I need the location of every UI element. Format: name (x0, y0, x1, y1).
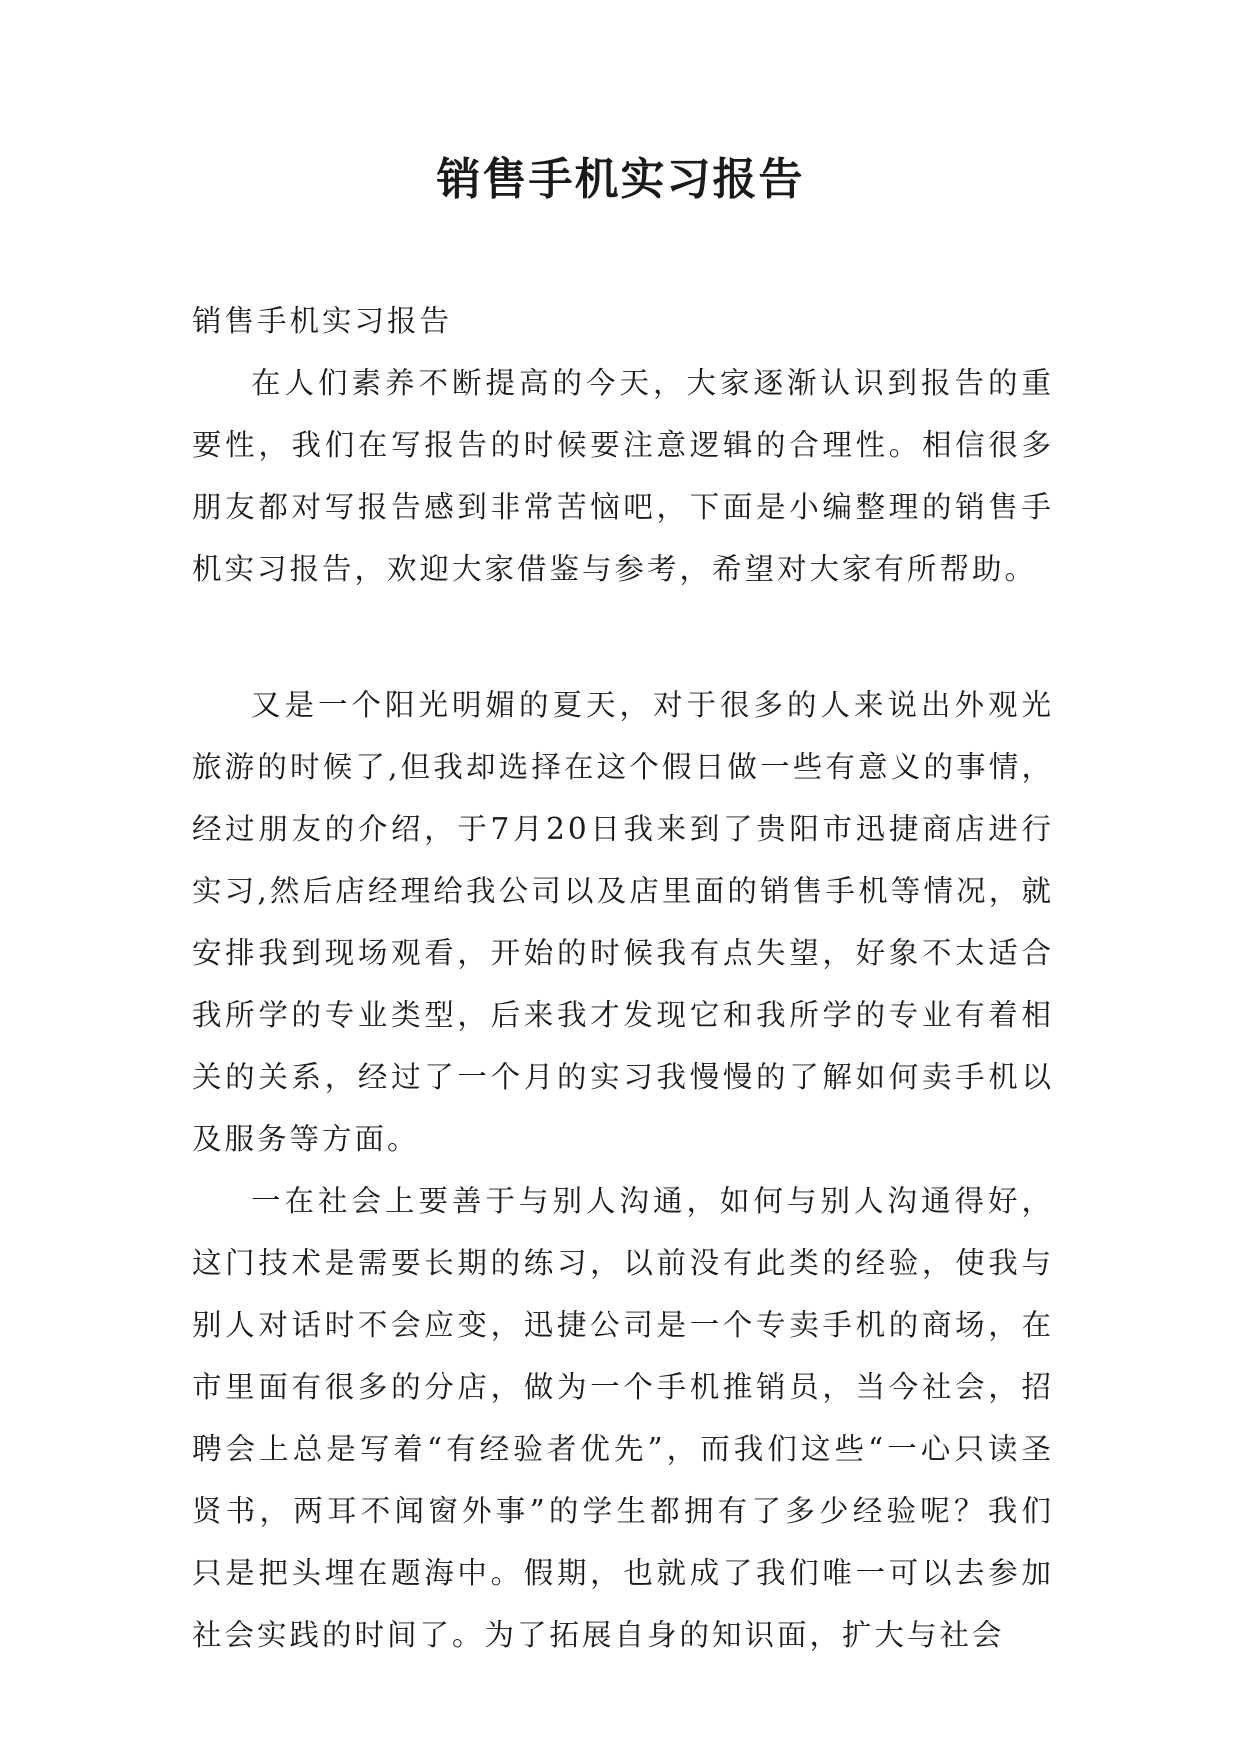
document-subtitle: 销售手机实习报告 (192, 304, 453, 338)
paragraph-summer-internship: 又是一个阳光明媚的夏天，对于很多的人来说出外观光旅游的时候了,但我却选择在这个假日做一些有意义的事情，经过朋友的介绍，于7月20日我来到了贵阳市迅捷商店进行实习,然后店经理给我公司以及店里面的销售手机等情况，就安排我到现场观看，开始的时候我有点失望，好象不太适合我所学的专业类型，后来我才发现它和我所学的专业有着相关的关系，经过了一个月的实习我慢慢的了解如何卖手机以及服务等方面。 (192, 688, 1054, 1156)
document-body (192, 290, 1054, 1666)
paragraph-spacer (192, 600, 1054, 674)
document-title: 销售手机实习报告 (436, 154, 805, 205)
paragraph-communication: 一在社会上要善于与别人沟通，如何与别人沟通得好，这门技术是需要长期的练习，以前没有此类的经验，使我与别人对话时不会应变，迅捷公司是一个专卖手机的商场，在市里面有很多的分店，做为一个手机推销员，当今社会，招聘会上总是写着“有经验者优先”，而我们这些“一心只读圣贤书，两耳不闻窗外事”的学生都拥有了多少经验呢？我们只是把头埋在题海中。假期，也就成了我们唯一可以去参加社会实践的时间了。为了拓展自身的知识面，扩大与社会 (192, 1184, 1054, 1652)
paragraph-intro: 在人们素养不断提高的今天，大家逐渐认识到报告的重要性，我们在写报告的时候要注意逻辑的合理性。相信很多朋友都对写报告感到非常苦恼吧，下面是小编整理的销售手机实习报告，欢迎大家借鉴与参考，希望对大家有所帮助。 (192, 366, 1054, 586)
